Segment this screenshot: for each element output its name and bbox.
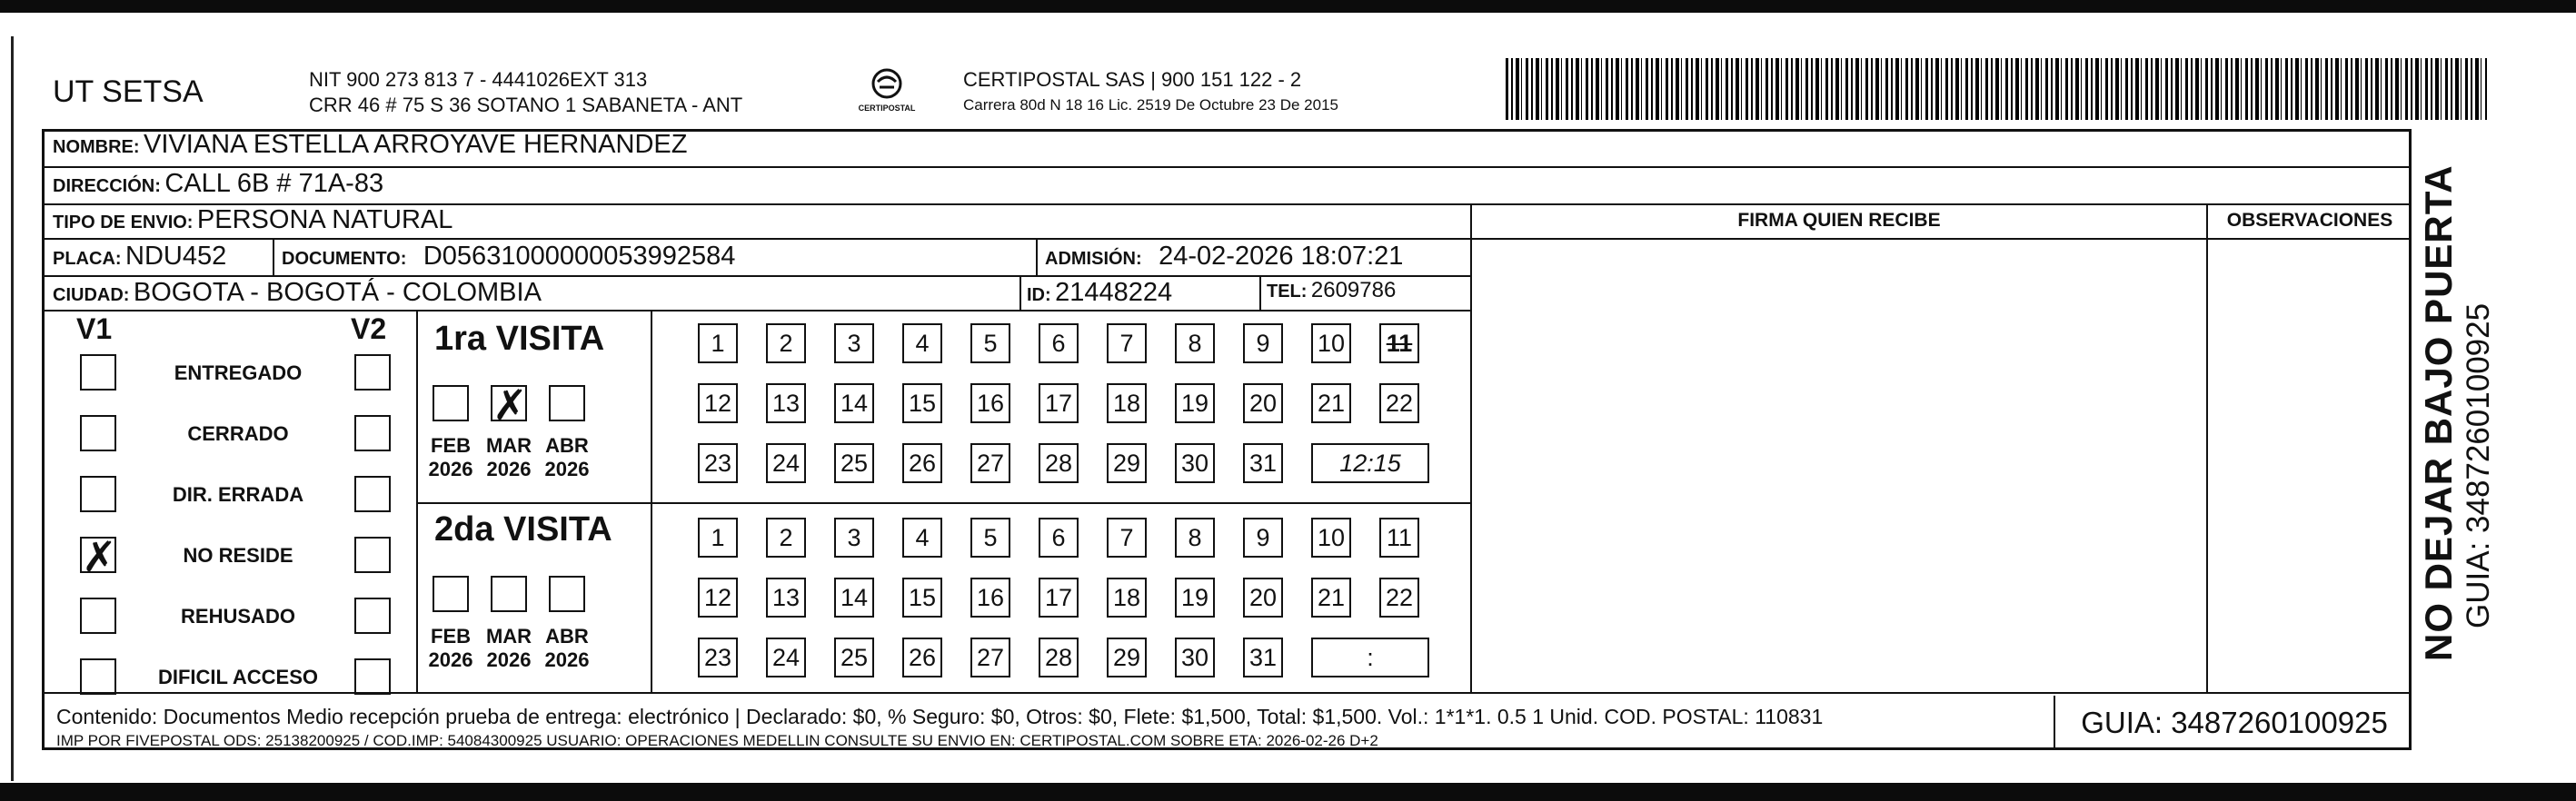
- placa-value: NDU452: [125, 242, 227, 271]
- ciudad-cell: [53, 278, 542, 308]
- visit1-day-box[interactable]: 24: [766, 443, 806, 483]
- row-nombre: [53, 130, 687, 160]
- visit1-day-box[interactable]: 31: [1243, 443, 1283, 483]
- nombre-value: VIVIANA ESTELLA ARROYAVE HERNANDEZ: [144, 130, 688, 159]
- status-label: NO RESIDE: [183, 544, 293, 567]
- visit2-day-box[interactable]: 23: [698, 638, 738, 677]
- visit1-day-box[interactable]: 2: [766, 323, 806, 363]
- visit1-day-box[interactable]: 15: [902, 383, 942, 423]
- divider: [1470, 203, 1472, 694]
- visit2-month-checkbox[interactable]: [433, 576, 469, 612]
- visit2-month-checkbox[interactable]: [549, 576, 585, 612]
- divider: [273, 238, 274, 275]
- visit1-month-checkbox[interactable]: [491, 381, 528, 429]
- month-name: MAR: [485, 434, 532, 457]
- scan-bottom-border: [0, 783, 2576, 801]
- side-warning: NO DEJAR BAJO PUERTA: [2417, 164, 2460, 661]
- visit1-day-box[interactable]: 23: [698, 443, 738, 483]
- visit2-day-box[interactable]: 1: [698, 518, 738, 558]
- divider: [42, 238, 1472, 240]
- visit1-month-checkbox[interactable]: [549, 385, 585, 421]
- visit1-day-box[interactable]: 12: [698, 383, 738, 423]
- placa-label: PLACA:: [53, 249, 122, 269]
- direccion-label: DIRECCIÓN:: [53, 176, 161, 196]
- visit2-day-box[interactable]: 3: [834, 518, 874, 558]
- visit1-day-box[interactable]: 13: [766, 383, 806, 423]
- visit2-day-box[interactable]: 4: [902, 518, 942, 558]
- visit1-day-box[interactable]: 25: [834, 443, 874, 483]
- visit2-day-box[interactable]: 18: [1107, 578, 1147, 618]
- status-label: ENTREGADO: [174, 361, 303, 384]
- visit1-day-box[interactable]: 10: [1311, 323, 1351, 363]
- divider: [651, 310, 652, 692]
- ciudad-label: CIUDAD:: [53, 285, 130, 305]
- status-v1-checkbox[interactable]: [80, 415, 116, 451]
- status-v1-checkbox[interactable]: [80, 476, 116, 512]
- id-value: 21448224: [1055, 278, 1173, 307]
- visit2-day-box[interactable]: 28: [1039, 638, 1079, 677]
- row-direccion: [53, 169, 383, 199]
- tel-cell: [1267, 278, 1396, 303]
- side-guia: GUIA: 3487260100925: [2461, 302, 2496, 628]
- visit2-title: 2da VISITA: [434, 510, 612, 549]
- visit2-day-box[interactable]: 30: [1175, 638, 1215, 677]
- visit1-time-field[interactable]: 12:15: [1311, 443, 1429, 483]
- visit1-day-box[interactable]: 17: [1039, 383, 1079, 423]
- firma-header: FIRMA QUIEN RECIBE: [1737, 210, 1941, 231]
- visit2-day-box[interactable]: 15: [902, 578, 942, 618]
- observaciones-header: OBSERVACIONES: [2226, 210, 2393, 231]
- id-cell: [1027, 278, 1172, 308]
- guia-number: GUIA: 3487260100925: [2054, 696, 2413, 750]
- scan-top-border: [0, 0, 2576, 13]
- visit1-day-box[interactable]: 18: [1107, 383, 1147, 423]
- visit1-day-box[interactable]: 21: [1311, 383, 1351, 423]
- visit1-day-box[interactable]: 3: [834, 323, 874, 363]
- status-v2-checkbox[interactable]: [354, 658, 391, 695]
- visit1-month-label: [423, 434, 478, 481]
- visit2-day-box[interactable]: 8: [1175, 518, 1215, 558]
- visit2-day-box[interactable]: 19: [1175, 578, 1215, 618]
- status-v2-checkbox[interactable]: [354, 537, 391, 573]
- visit2-day-box[interactable]: 31: [1243, 638, 1283, 677]
- month-year: 2026: [486, 458, 532, 480]
- month-year: 2026: [428, 648, 473, 671]
- month-year: 2026: [486, 648, 532, 671]
- status-label: CERRADO: [187, 422, 289, 445]
- visit2-day-box[interactable]: 10: [1311, 518, 1351, 558]
- barcode-image: [1506, 58, 2487, 120]
- divider: [1259, 275, 1261, 310]
- visit2-day-box[interactable]: 6: [1039, 518, 1079, 558]
- status-v1-checkbox[interactable]: [80, 533, 117, 580]
- sender-org: UT SETSA: [53, 74, 204, 109]
- status-v1-checkbox[interactable]: [80, 598, 116, 634]
- month-name: MAR: [485, 625, 532, 648]
- divider: [416, 502, 1470, 504]
- status-label: DIR. ERRADA: [172, 483, 304, 506]
- visit1-day-box[interactable]: 14: [834, 383, 874, 423]
- scan-left-edge: [11, 36, 14, 781]
- month-year: 2026: [544, 458, 590, 480]
- divider: [416, 310, 418, 692]
- documento-value: D05631000000053992584: [423, 242, 736, 271]
- divider: [42, 275, 1472, 277]
- visit1-day-box[interactable]: 22: [1379, 383, 1419, 423]
- divider: [2206, 203, 2208, 694]
- status-v2-checkbox[interactable]: [354, 598, 391, 634]
- id-label: ID:: [1027, 285, 1051, 305]
- visit2-day-box[interactable]: 14: [834, 578, 874, 618]
- visit2-day-box[interactable]: 12: [698, 578, 738, 618]
- placa-cell: [53, 242, 226, 272]
- visit2-day-box[interactable]: 2: [766, 518, 806, 558]
- visit1-day-box[interactable]: 28: [1039, 443, 1079, 483]
- tipo-label: TIPO DE ENVIO:: [53, 213, 194, 232]
- content-summary: Contenido: Documentos Medio recepción prueba de entrega: electrónico | Declarado: $0, % Seguro: $0, Otros: $0, Flete: $1,500, Total: $1,500. Vol.: 1*1*1. 0.5 1 Unid. COD. POSTAL: 110831: [56, 705, 1824, 728]
- visit2-day-box[interactable]: 25: [834, 638, 874, 677]
- visit1-day-box[interactable]: 20: [1243, 383, 1283, 423]
- divider: [1019, 275, 1021, 310]
- month-name: FEB: [431, 625, 471, 648]
- visit1-day-box[interactable]: 30: [1175, 443, 1215, 483]
- logo-text: CERTIPOSTAL: [858, 104, 916, 113]
- status-v2-checkbox[interactable]: [354, 476, 391, 512]
- visit2-day-box[interactable]: 16: [970, 578, 1010, 618]
- visit1-day-box[interactable]: 11: [1379, 323, 1419, 363]
- status-v1-checkbox[interactable]: [80, 354, 116, 391]
- visit1-day-box[interactable]: 6: [1039, 323, 1079, 363]
- print-info: IMP POR FIVEPOSTAL ODS: 25138200925 / COD.IMP: 54084300925 USUARIO: OPERACIONES MEDELLIN CONSULTE SU ENVIO EN: CERTIPOSTAL.COM SOBRE ETA: 2026-02-26 D+2: [56, 732, 1378, 749]
- visit2-day-box[interactable]: 21: [1311, 578, 1351, 618]
- visit1-month-checkbox[interactable]: [433, 385, 469, 421]
- visit1-day-box[interactable]: 4: [902, 323, 942, 363]
- visit2-day-box[interactable]: 7: [1107, 518, 1147, 558]
- visit2-month-checkbox[interactable]: [491, 576, 527, 612]
- check-mark-icon: ✗: [82, 533, 117, 580]
- divider: [42, 166, 2412, 168]
- visit1-day-box[interactable]: 8: [1175, 323, 1215, 363]
- month-name: FEB: [431, 434, 471, 457]
- visit1-day-box[interactable]: 19: [1175, 383, 1215, 423]
- documento-label: DOCUMENTO:: [282, 249, 407, 269]
- visit1-day-box[interactable]: 5: [970, 323, 1010, 363]
- visit2-day-box[interactable]: 20: [1243, 578, 1283, 618]
- visit1-day-box[interactable]: 7: [1107, 323, 1147, 363]
- month-year: 2026: [544, 648, 590, 671]
- status-label: DIFICIL ACCESO: [157, 666, 318, 688]
- admision-label: ADMISIÓN:: [1045, 249, 1142, 269]
- visit1-day-box[interactable]: 29: [1107, 443, 1147, 483]
- check-mark-icon: ✗: [492, 381, 528, 429]
- month-name: ABR: [545, 625, 589, 648]
- status-v1-checkbox[interactable]: [80, 658, 116, 695]
- month-year: 2026: [428, 458, 473, 480]
- tipo-value: PERSONA NATURAL: [196, 205, 453, 234]
- tel-value: 2609786: [1310, 278, 1397, 302]
- direccion-value: CALL 6B # 71A-83: [164, 169, 384, 198]
- v1-header: V1: [76, 312, 113, 345]
- admision-value: 24-02-2026 18:07:21: [1159, 242, 1404, 271]
- side-label: [2417, 71, 2499, 661]
- visit2-month-label: [423, 625, 478, 672]
- visit2-day-box[interactable]: 24: [766, 638, 806, 677]
- visit2-day-box[interactable]: 29: [1107, 638, 1147, 677]
- nombre-label: NOMBRE:: [53, 137, 140, 157]
- visit1-day-box[interactable]: 26: [902, 443, 942, 483]
- divider: [42, 692, 2412, 694]
- v2-header: V2: [351, 312, 387, 345]
- visit1-day-box[interactable]: 1: [698, 323, 738, 363]
- visit1-day-box[interactable]: 27: [970, 443, 1010, 483]
- divider: [42, 310, 1472, 312]
- visit2-day-box[interactable]: 22: [1379, 578, 1419, 618]
- status-v2-checkbox[interactable]: [354, 354, 391, 391]
- status-label: REHUSADO: [181, 605, 295, 628]
- month-name: ABR: [545, 434, 589, 457]
- visit2-day-box[interactable]: 11: [1379, 518, 1419, 558]
- visit2-day-box[interactable]: 26: [902, 638, 942, 677]
- carrier-name: CERTIPOSTAL SAS | 900 151 122 - 2: [963, 68, 1302, 91]
- divider: [1036, 238, 1038, 275]
- visit2-day-box[interactable]: 9: [1243, 518, 1283, 558]
- divider: [1470, 238, 2412, 240]
- visit1-month-label: [540, 434, 594, 481]
- status-v2-checkbox[interactable]: [354, 415, 391, 451]
- visit1-day-box[interactable]: 9: [1243, 323, 1283, 363]
- visit2-month-label: [482, 625, 536, 672]
- visit2-day-box[interactable]: 17: [1039, 578, 1079, 618]
- visit2-month-label: [540, 625, 594, 672]
- visit2-day-box[interactable]: 5: [970, 518, 1010, 558]
- documento-cell: [282, 242, 735, 272]
- tel-label: TEL:: [1267, 282, 1308, 302]
- visit1-day-box[interactable]: 16: [970, 383, 1010, 423]
- visit1-title: 1ra VISITA: [434, 320, 605, 358]
- carrier-info: [963, 67, 1338, 118]
- row-tipo-envio: [53, 205, 453, 235]
- visit2-day-box[interactable]: 13: [766, 578, 806, 618]
- ciudad-value: BOGOTA - BOGOTÁ - COLOMBIA: [133, 278, 542, 307]
- visit1-month-label: [482, 434, 536, 481]
- sender-nit: NIT 900 273 813 7 - 4441026EXT 313: [309, 68, 648, 91]
- sender-address: CRR 46 # 75 S 36 SOTANO 1 SABANETA - ANT: [309, 94, 743, 116]
- visit2-day-box[interactable]: 27: [970, 638, 1010, 677]
- sender-info: [309, 67, 742, 118]
- carrier-license: Carrera 80d N 18 16 Lic. 2519 De Octubre 23 De 2015: [963, 96, 1338, 114]
- admision-cell: [1045, 242, 1403, 272]
- visit2-time-field[interactable]: :: [1311, 638, 1429, 677]
- certipostal-logo: [858, 64, 916, 118]
